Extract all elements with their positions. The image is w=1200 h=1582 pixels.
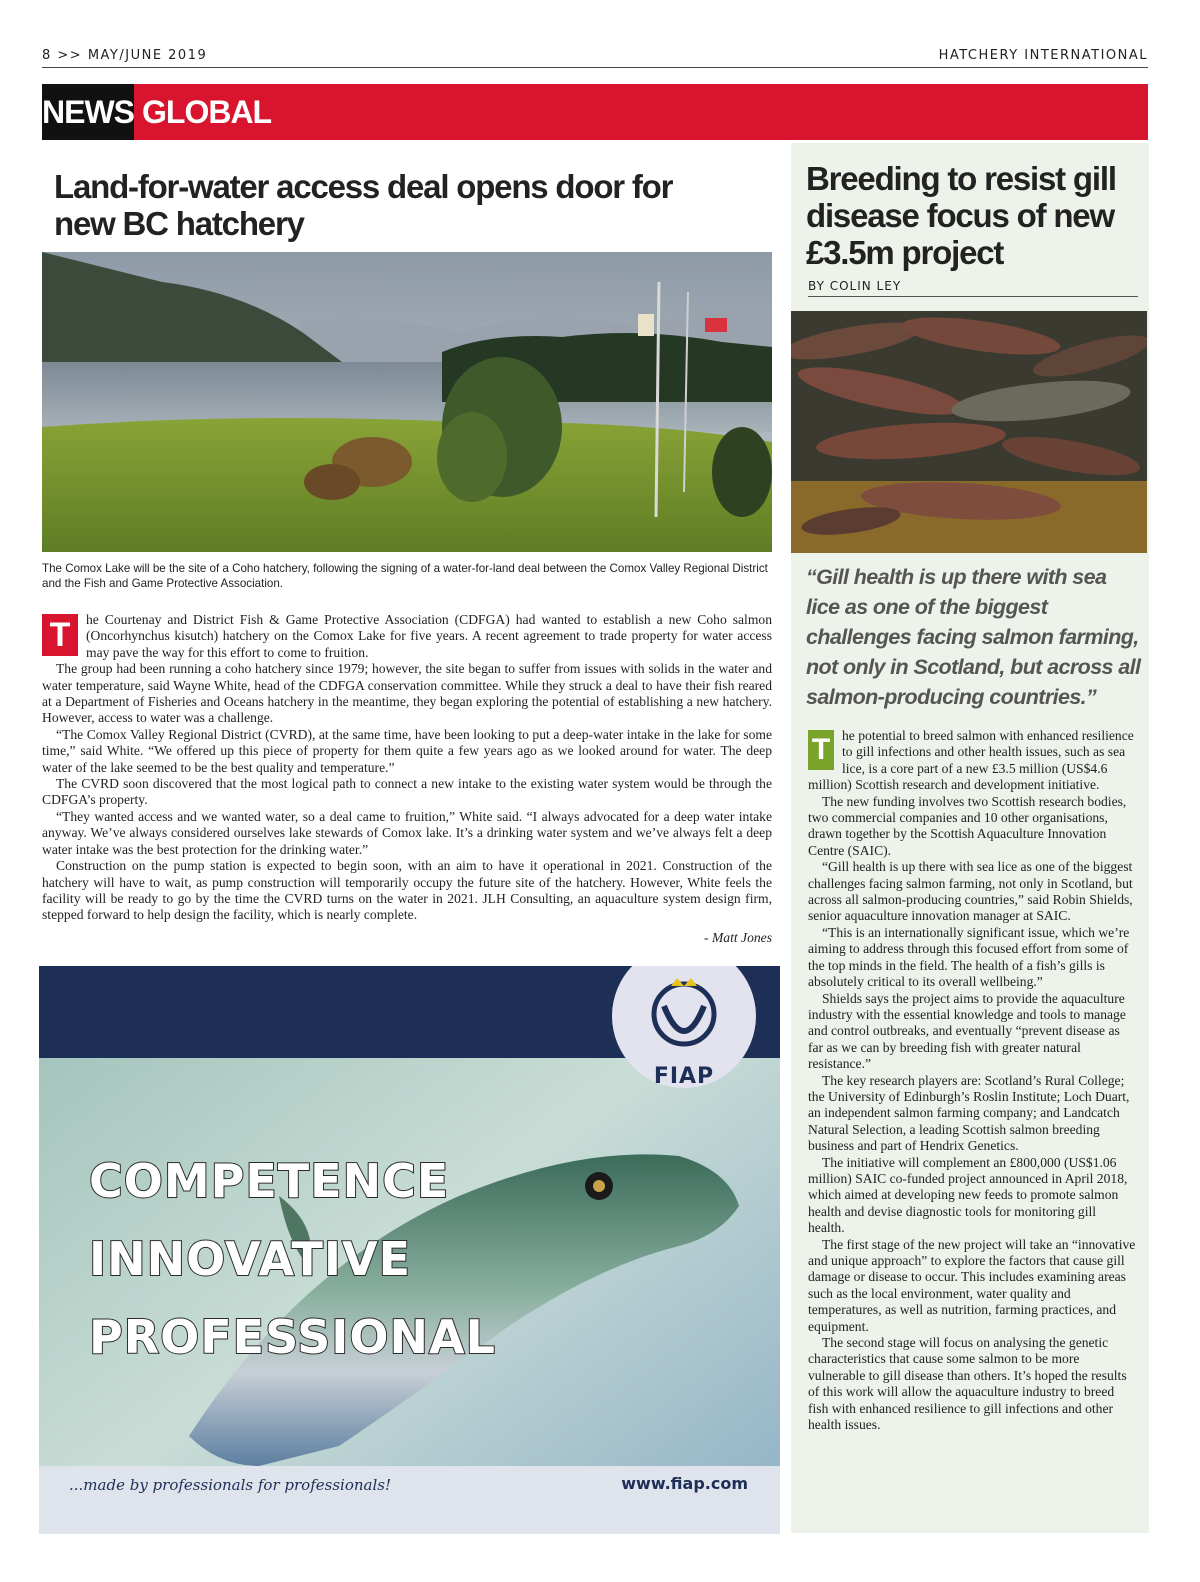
paragraph-text: he potential to breed salmon with enhanced resilience to gill infections and other health issues, such as sea lice, is a core part of a new £3.5 million (US$4.6 million) Scottish research and development initiative. — [808, 728, 1134, 793]
publication-name: HATCHERY INTERNATIONAL — [938, 48, 1148, 63]
right-article-headline: Breeding to resist gill disease focus of new £3.5m project — [806, 160, 1116, 271]
lake-landscape-image — [42, 252, 772, 552]
salmon-school-image — [791, 311, 1147, 553]
photo-caption: The Comox Lake will be the site of a Coho hatchery, following the signing of a water-for-land deal between the Comox Valley Regional District and the Fish and Game Protective Association. — [42, 562, 768, 590]
article-paragraph: “The Comox Valley Regional District (CVRD), at the same time, have been looking to put a deep-water intake in the lake for some time,” said White. “We offered up this piece of property for them quite a few years ago as we looked around for water. The deep water of the lake seemed to be the best quality and temperature.” — [42, 726, 772, 775]
article-paragraph: The CVRD soon discovered that the most logical path to connect a new intake to the existing water system would be through the CDFGA’s property. — [42, 776, 772, 808]
fiap-logo-text: FIAP — [653, 1064, 715, 1089]
article-paragraph — [808, 728, 1136, 794]
article-paragraph: “This is an internationally significant issue, which we’re aiming to address through this focused effort from some of the top minds in the field. The health of a fish’s gills is absolutely critical to its overall wellbeing.” — [808, 924, 1130, 990]
article-paragraph: The second stage will focus on analysing the genetic characteristics that cause some salmon to be more vulnerable to gill disease than others. It’s hoped the results of this work will allow the aquaculture industry to breed fish with enhanced resilience to gill infections and other health issues. — [808, 1335, 1127, 1433]
salmon-photo — [791, 311, 1147, 553]
section-label-global: GLOBAL — [142, 94, 272, 130]
article-paragraph: The new funding involves two Scottish research bodies, two commercial companies and 10 other organisations, drawn together by the Scottish Aquaculture Innovation Centre (SAIC). — [808, 793, 1127, 858]
ad-slogan-competence: COMPETENCE — [89, 1154, 450, 1208]
folio: 8 >> MAY/JUNE 2019 — [42, 48, 208, 63]
article-byline: BY COLIN LEY — [808, 279, 1138, 297]
ad-slogan-innovative: INNOVATIVE — [89, 1232, 412, 1286]
ad-tagline: ...made by professionals for professionals! — [69, 1476, 391, 1494]
article-author: - Matt Jones — [704, 929, 772, 945]
drop-cap: T — [42, 614, 78, 656]
article-paragraph: Shields says the project aims to provide the aquaculture industry with the essential knowledge and tools to manage and control outbreaks, and eventually “prevent disease as far as we can by breeding fish with greater natural resistance.” — [808, 990, 1126, 1072]
section-banner — [42, 84, 1148, 140]
ad-website-link[interactable]: www.fiap.com — [621, 1474, 748, 1493]
drop-cap: T — [808, 730, 834, 770]
left-article-headline: Land-for-water access deal opens door for new BC hatchery — [54, 168, 673, 242]
article-paragraph: The key research players are: Scotland’s Rural College; the University of Edinburgh’s Roslin Institute; Loch Duart, an independent salmon farming company; and Landcatch Natural Selection, a leading Scottish salmon breeding business and part of Hendrix Genetics. — [808, 1072, 1130, 1154]
comox-lake-photo — [42, 252, 772, 552]
section-label-news: NEWS — [42, 84, 134, 140]
article-paragraph: The initiative will complement an £800,000 (US$1.06 million) SAIC co-funded project announced in April 2018, which aimed at developing new feeds to promote salmon health and devise diagnostic tools for monitoring gill health. — [808, 1154, 1128, 1236]
article-paragraph: Construction on the pump station is expected to begin soon, with an aim to have it operational in 2021. Construction of the hatchery will have to wait, as pump construction will temporarily occupy the future site of the hatchery. However, White feels the facility will be ready to go by the time the CVRD turns on the water in 2021. JLH Consulting, an aquaculture system design firm, stepped forward to help design the facility, which is nearly complete. — [42, 858, 772, 923]
article-paragraph: The first stage of the new project will take an “innovative and unique approach” to explore the factors that cause gill damage or disease to occur. This includes examining areas such as the local environment, water quality and temperatures, as well as nutrition, farming practices, and equipment. — [808, 1236, 1136, 1334]
article-paragraph: The group had been running a coho hatchery since 1979; however, the site began to suffer from issues with solids in the water and water temperature, said Wayne White, head of the CDFGA conservation committee. While they struck a deal to have their fish reared at a Department of Fisheries and Oceans hatchery in the meantime, they began exploring the potential of establishing a new hatchery. However, access to water was a challenge. — [42, 661, 772, 726]
article-paragraph: “They wanted access and we wanted water, so a deal came to fruition,” White said. “I always advocated for a deep water intake anyway. We’ve always considered ourselves lake stewards of Comox lake. It’s a drinking water system and we’ve always felt a deep water intake was the best protection for the drinking water.” — [42, 808, 772, 857]
fiap-advertisement[interactable] — [39, 966, 780, 1534]
article-paragraph — [42, 612, 772, 661]
ad-slogan-professional: PROFESSIONAL — [89, 1310, 496, 1364]
right-article-body — [808, 728, 1136, 1433]
article-paragraph: “Gill health is up there with sea lice as one of the biggest challenges facing salmon farming, not only in Scotland, but across all salmon-producing countries,” said Robin Shields, senior aquaculture innovation manager at SAIC. — [808, 859, 1133, 924]
left-article-body — [42, 612, 772, 946]
paragraph-text: he Courtenay and District Fish & Game Protective Association (CDFGA) had wanted to establish a new Coho salmon (Oncorhynchus kisutch) hatchery on the Comox Lake for five years. A recent agreement to trade property for water access may pave the way for this effort to come to fruition. — [86, 612, 772, 660]
pull-quote: “Gill health is up there with sea lice as one of the biggest challenges facing salmon farming, not only in Scotland, but across all salmon-producing countries.” — [806, 565, 1141, 709]
page-header — [42, 48, 1148, 68]
